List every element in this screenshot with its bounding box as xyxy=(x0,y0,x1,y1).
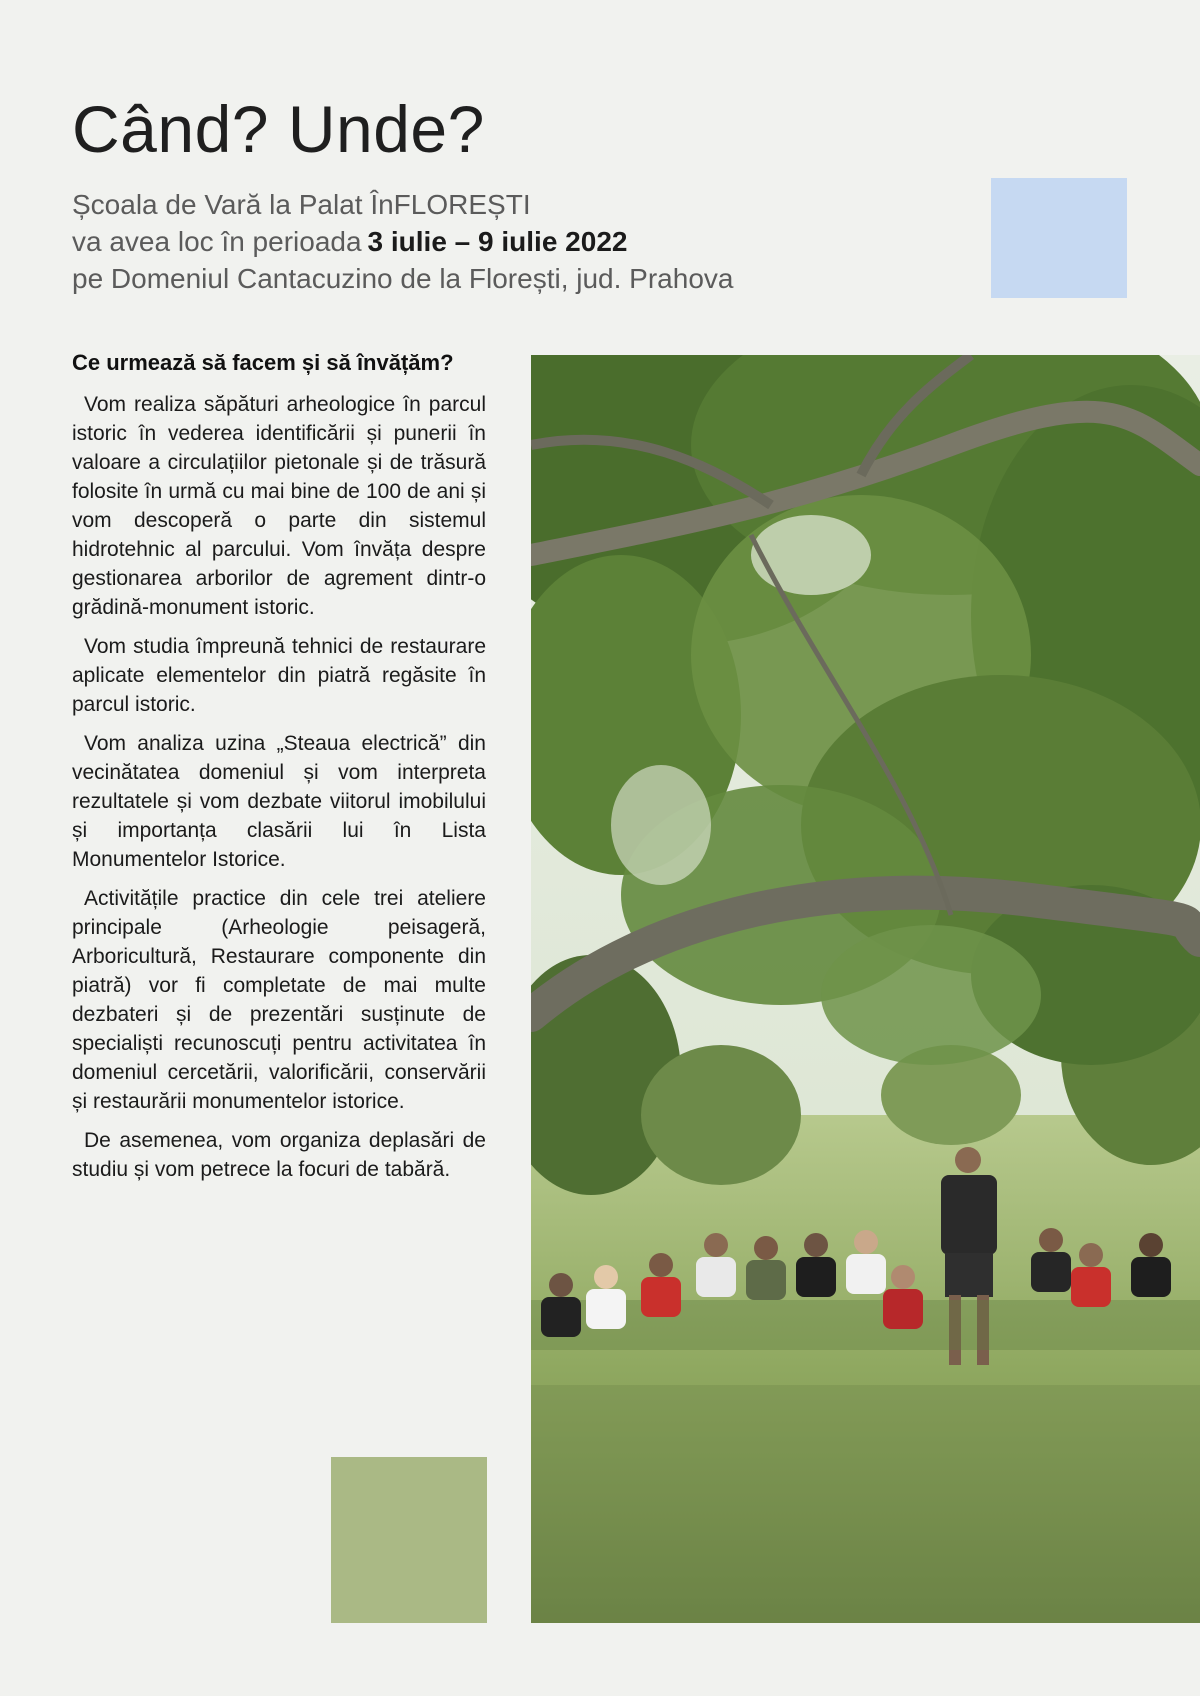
activities-paragraph-2: Vom studia împreună tehnici de restaurare aplicate elementelor din piatră regăsite în parcul istoric. xyxy=(72,635,486,716)
activities-heading: Ce urmează să facem și să învățăm? xyxy=(72,350,454,375)
activities-paragraph-1: Vom realiza săpături arheologice în parcul istoric în vederea identificării și punerii în valoare a circulațiilor pietonale și de trăsură folosite în urmă cu mai bine de 100 de ani și vom descoperă o parte din sistemul hidrotehnic al parcului. Vom învăța despre gestionarea arborilor de agrement dintr-o grădină-monument istoric. xyxy=(72,393,486,619)
activities-paragraph-4: Activitățile practice din cele trei ateliere principale (Arheologie peisageră, Arboricultură, Restaurare componente din piatră) vor fi completate de mai multe dezbateri și de prezentări susținute de specialiști recunoscuți pentru activitatea în domeniul cercetării, valorificării, conservării și restaurării monumentelor istorice. xyxy=(72,887,486,1113)
event-summary xyxy=(72,186,733,297)
page-title: Când? Unde? xyxy=(72,92,485,166)
event-dates: 3 iulie – 9 iulie 2022 xyxy=(367,226,628,257)
activities-section xyxy=(72,350,486,1194)
school-name: Școala de Vară la Palat ÎnFLOREȘTI xyxy=(72,189,531,220)
park-photo-illustration xyxy=(531,355,1200,1623)
activities-paragraph-5: De asemenea, vom organiza deplasări de studiu și vom petrece la focuri de tabără. xyxy=(72,1129,486,1181)
activities-paragraph-3: Vom analiza uzina „Steaua electrică” din vecinătatea domeniul și vom interpreta rezultatele și vom dezbate viitorul imobilului și importanța clasării lui în Lista Monumentelor Istorice. xyxy=(72,732,486,871)
location-line: pe Domeniul Cantacuzino de la Florești, jud. Prahova xyxy=(72,263,734,294)
period-prefix: va avea loc în perioada xyxy=(72,226,362,257)
decorative-blue-square xyxy=(991,178,1127,298)
decorative-green-square xyxy=(331,1457,487,1623)
period-line xyxy=(72,223,733,260)
